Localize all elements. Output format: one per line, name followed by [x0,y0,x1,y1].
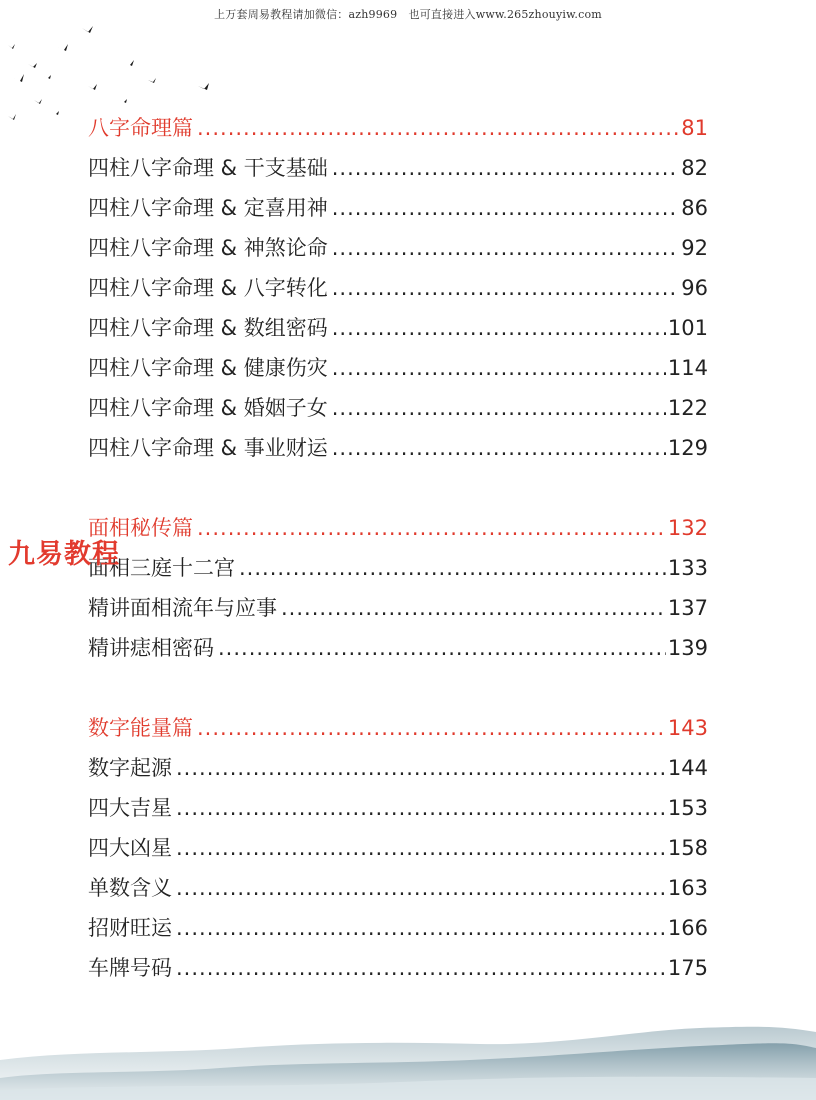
toc-entry-title: 四柱八字命理 & 八字转化 [88,276,328,300]
toc-entry[interactable] [88,192,708,224]
toc-entry[interactable] [88,432,708,464]
toc-entry[interactable] [88,792,708,824]
toc-entry[interactable] [88,392,708,424]
toc-entry[interactable] [88,832,708,864]
toc-entry-title: 四大吉星 [88,796,172,820]
toc-page-number: 92 [681,236,708,260]
toc-entry[interactable] [88,312,708,344]
toc-leader-dots [176,752,666,784]
toc-entry-title: 四柱八字命理 & 干支基础 [88,156,328,180]
toc-leader-dots [332,352,666,384]
toc-leader-dots [332,152,680,184]
toc-leader-dots [197,712,666,744]
toc-page-number: 133 [667,556,708,580]
toc-entry[interactable] [88,952,708,984]
toc-page-number: 158 [667,836,708,860]
toc-section-heading[interactable] [88,112,708,144]
toc-leader-dots [332,192,680,224]
toc-leader-dots [176,912,666,944]
toc-entry-title: 面相秘传篇 [88,516,193,540]
toc-entry-title: 四柱八字命理 & 数组密码 [88,316,328,340]
toc-leader-dots [332,232,680,264]
toc-page-number: 96 [681,276,708,300]
toc-entry-title: 四柱八字命理 & 事业财运 [88,436,328,460]
toc-leader-dots [197,112,679,144]
toc-page-number: 101 [667,316,708,340]
toc-entry-title: 精讲面相流年与应事 [88,596,277,620]
toc-entry[interactable] [88,352,708,384]
toc-entry-title: 四大凶星 [88,836,172,860]
toc-entry[interactable] [88,232,708,264]
toc-page-number: 166 [667,916,708,940]
toc-page-number: 175 [667,956,708,980]
toc-leader-dots [176,832,666,864]
toc-page-number: 143 [667,716,708,740]
toc-page-number: 122 [667,396,708,420]
toc-entry-title: 八字命理篇 [88,116,193,140]
toc-entry[interactable] [88,912,708,944]
toc-entry-title: 数字能量篇 [88,716,193,740]
toc-entry-title: 四柱八字命理 & 婚姻子女 [88,396,328,420]
toc-page-number: 114 [667,356,708,380]
toc-leader-dots [239,552,666,584]
toc-entry-title: 单数含义 [88,876,172,900]
toc-entry-title: 招财旺运 [88,916,172,940]
toc-leader-dots [176,872,666,904]
toc-entry-title: 面相三庭十二宫 [88,556,235,580]
toc-page-number: 144 [667,756,708,780]
toc-entry-title: 四柱八字命理 & 定喜用神 [88,196,328,220]
toc-page-number: 82 [681,156,708,180]
toc-leader-dots [176,952,666,984]
toc-entry[interactable] [88,552,708,584]
ink-mountain-landscape [0,1020,816,1100]
toc-leader-dots [218,632,666,664]
toc-entry[interactable] [88,592,708,624]
toc-entry[interactable] [88,632,708,664]
toc-entry-title: 四柱八字命理 & 健康伤灾 [88,356,328,380]
toc-page-number: 86 [681,196,708,220]
toc-page-number: 163 [667,876,708,900]
toc-page-number: 132 [667,516,708,540]
toc-entry[interactable] [88,152,708,184]
toc-leader-dots [176,792,666,824]
toc-entry[interactable] [88,872,708,904]
toc-page-number: 139 [667,636,708,660]
top-banner: 上万套周易教程请加微信：azh9969 也可直接进入www.265zhouyiw.com [214,8,602,21]
toc-entry-title: 车牌号码 [88,956,172,980]
toc-leader-dots [332,272,680,304]
toc-section-heading[interactable] [88,712,708,744]
toc-section-heading[interactable] [88,512,708,544]
toc-leader-dots [281,592,666,624]
toc-entry-title: 数字起源 [88,756,172,780]
toc-entry-title: 精讲痣相密码 [88,636,214,660]
toc-page-number: 153 [667,796,708,820]
watermark: 九易教程 [8,539,120,570]
toc-leader-dots [332,432,666,464]
toc-leader-dots [197,512,666,544]
toc-entry[interactable] [88,752,708,784]
toc-leader-dots [332,392,666,424]
toc-page-number: 137 [667,596,708,620]
toc-page-number: 129 [667,436,708,460]
toc-page-number: 81 [681,116,708,140]
toc-leader-dots [332,312,666,344]
toc-entry[interactable] [88,272,708,304]
toc-entry-title: 四柱八字命理 & 神煞论命 [88,236,328,260]
